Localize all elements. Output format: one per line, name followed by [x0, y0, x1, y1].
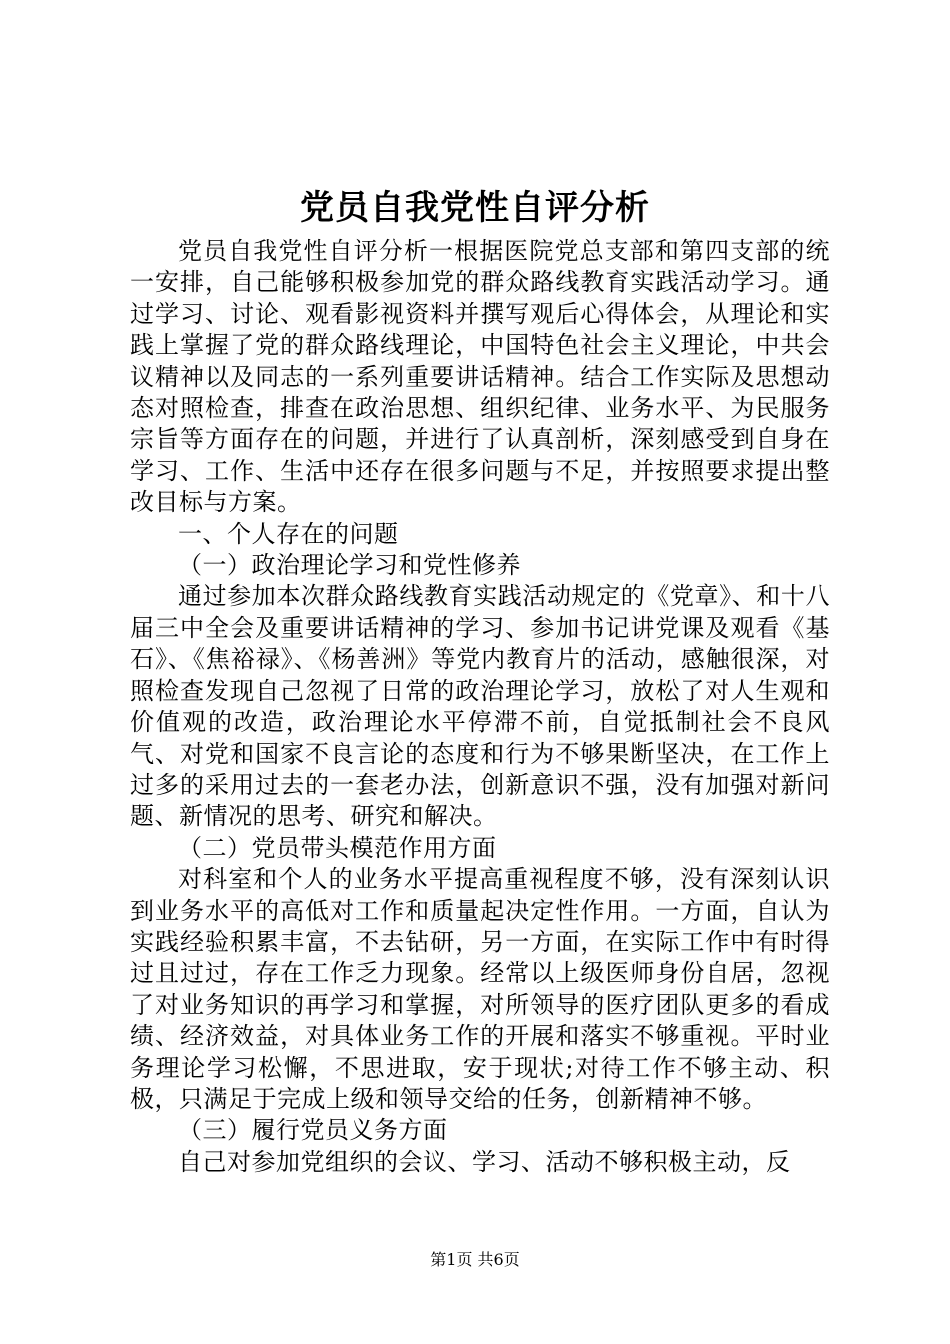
subsection-heading-1: （一）政治理论学习和党性修养	[178, 551, 521, 580]
subsection-heading-2: （二）党员带头模范作用方面	[178, 833, 497, 862]
document-body	[130, 236, 830, 1178]
document-title: 党员自我党性自评分析	[300, 188, 650, 228]
paragraph-political-theory: 通过参加本次群众路线教育实践活动规定的《党章》、和十八届三中全会及重要讲话精神的学习、参加书记讲党课及观看《基石》、《焦裕禄》、《杨善洲》等党内教育片的活动，感触很深，对照检查发现自己忽视了日常的政治理论学习，放松了对人生观和价值观的改造，政治理论水平停滞不前，自觉抵制社会不良风气、对党和国家不良言论的态度和行为不够果断坚决，在工作上过多的采用过去的一套老办法，创新意识不强，没有加强对新问题、新情况的思考、研究和解决。	[130, 582, 830, 831]
paragraph-role-model: 对科室和个人的业务水平提高重视程度不够，没有深刻认识到业务水平的高低对工作和质量起决定性作用。一方面，自认为实践经验积累丰富，不去钻研，另一方面，在实际工作中有时得过且过过，存在工作乏力现象。经常以上级医师身份自居，忽视了对业务知识的再学习和掌握，对所领导的医疗团队更多的看成绩、经济效益，对具体业务工作的开展和落实不够重视。平时业务理论学习松懈，不思进取，安于现状;对待工作不够主动、积极，只满足于完成上级和领导交给的任务，创新精神不够。	[130, 865, 830, 1113]
paragraph-duties: 自己对参加党组织的会议、学习、活动不够积极主动，反	[178, 1147, 791, 1176]
subsection-heading-3: （三）履行党员义务方面	[178, 1116, 448, 1145]
section-heading-1: 一、个人存在的问题	[178, 519, 399, 548]
page-number-footer: 第1页 共6页	[430, 1250, 520, 1269]
intro-paragraph: 党员自我党性自评分析一根据医院党总支部和第四支部的统一安排，自己能够积极参加党的群众路线教育实践活动学习。通过学习、讨论、观看影视资料并撰写观后心得体会，从理论和实践上掌握了党的群众路线理论，中国特色社会主义理论，中共会议精神以及同志的一系列重要讲话精神。结合工作实际及思想动态对照检查，排查在政治思想、组织纪律、业务水平、为民服务宗旨等方面存在的问题，并进行了认真剖析，深刻感受到自身在学习、工作、生活中还存在很多问题与不足，并按照要求提出整改目标与方案。	[130, 237, 830, 517]
